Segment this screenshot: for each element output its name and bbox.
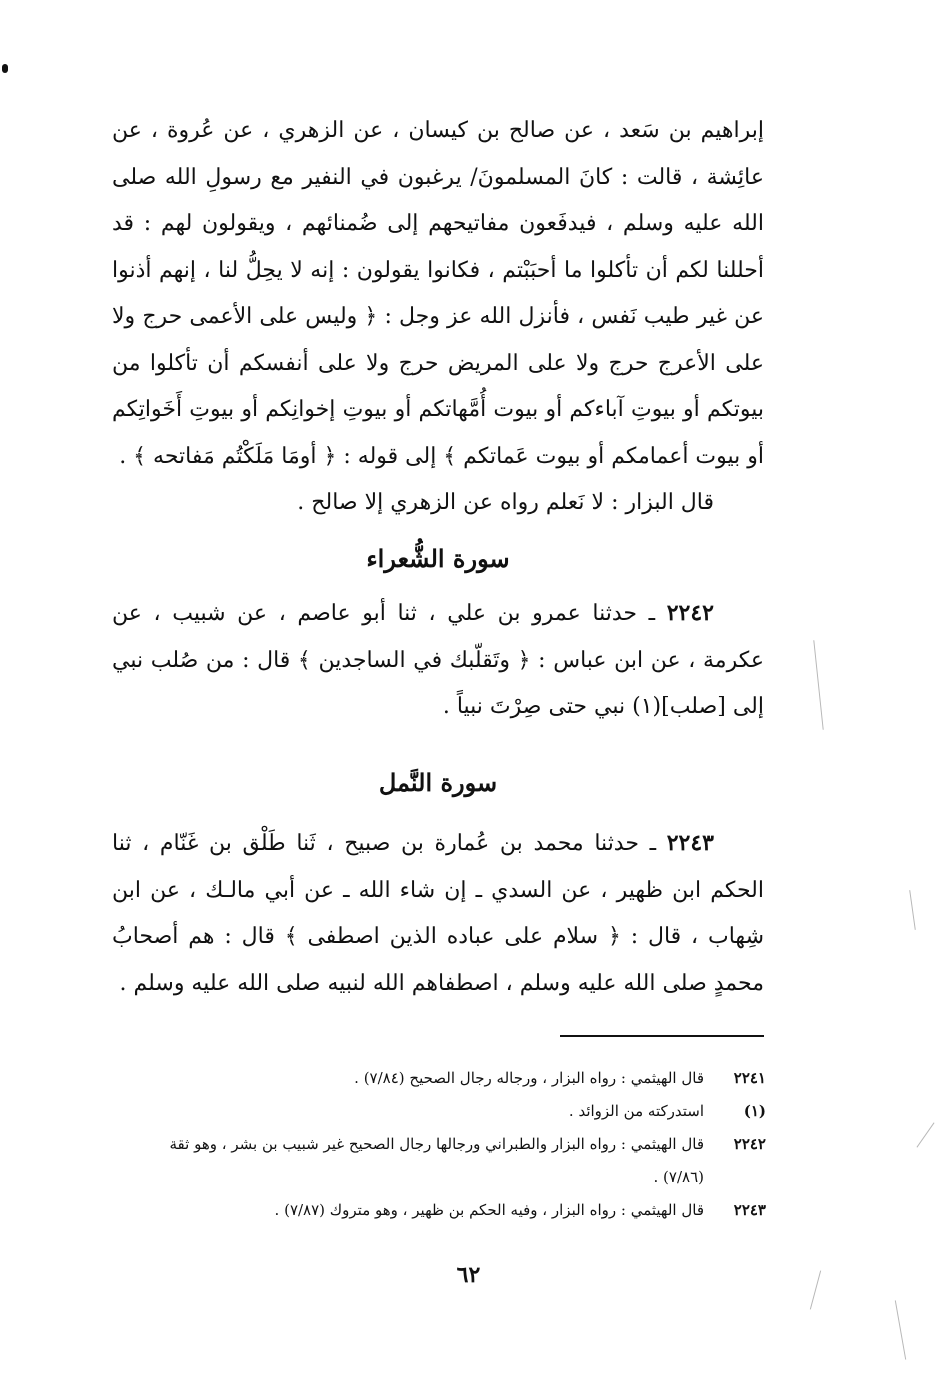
scan-dot	[2, 64, 8, 73]
scan-artifact-line	[895, 1300, 906, 1359]
scan-artifact-line	[813, 640, 823, 730]
surah-heading-shuara: سورة الشُّعراء	[366, 544, 510, 573]
bazzar-note: قال البزار : لا نَعلم رواه عن الزهري إلا صالح .	[297, 490, 714, 515]
footnote-text: استدركته من الزوائد .	[568, 1102, 704, 1120]
footnote-item	[140, 1095, 766, 1128]
footnote-text: قال الهيثمي : رواه البزار ، ورجاله رجال الصحيح (٧/٨٤) .	[354, 1069, 704, 1087]
footnotes	[140, 1062, 766, 1227]
footnote-text: قال الهيثمي : رواه البزار ، وفيه الحكم بن ظهير ، وهو متروك (٧/٨٧) .	[274, 1201, 704, 1219]
footnote-item	[140, 1128, 766, 1194]
hadith-2242	[112, 590, 764, 731]
hadith-number: ٢٢٤٢	[666, 600, 714, 626]
scan-artifact-line	[909, 890, 916, 930]
footnote-number: (١)	[743, 1102, 766, 1120]
hadith-2242-paragraph	[112, 590, 764, 731]
footnote-number: ٢٢٤١	[733, 1069, 766, 1087]
hadith-text: ـ حدثنا محمد بن عُمارة بن صبيح ، ثَنا طَلْق بن غَنّام ، ثنا الحكم ابن ظهير ، عن السدي ـ إن شاء الله ـ عن أبي مالـك ، عن ابن شِهاب ، قال : ﴿ سلام على عباده الذين اصطفى ﴾ قال : هم أصحابُ محمدٍ صلى الله عليه وسلم ، اصطفاهم الله لنبيه صلى الله عليه وسلم .	[112, 831, 764, 996]
hadith-number: ٢٢٤٣	[666, 830, 714, 856]
surah-heading-naml: سورة النَّمل	[378, 768, 498, 797]
page-number: ٦٢	[456, 1262, 481, 1288]
footnote-separator	[560, 1035, 764, 1037]
footnote-number: ٢٢٤٣	[733, 1201, 766, 1219]
hadith-2243-paragraph	[112, 820, 764, 1007]
footnote-item	[140, 1194, 766, 1227]
footnote-item	[140, 1062, 766, 1095]
footnote-number: ٢٢٤٢	[733, 1135, 766, 1153]
main-text-top	[112, 108, 764, 527]
hadith-text: ـ حدثنا عمرو بن علي ، ثنا أبو عاصم ، عن شبيب ، عن عكرمة ، عن ابن عباس : ﴿ وتَقلّبك في الساجدين ﴾ قال : من صُلب نبي إلى [صلب](١) نبي حتى صِرْتَ نبياً .	[112, 601, 764, 719]
intro-paragraph: إبراهيم بن سَعد ، عن صالح بن كيسان ، عن الزهري ، عن عُروة ، عن عائِشة ، قالت : كانَ المسلمونَ/ يرغبون في النفير مع رسولِ الله صلى الله عليه وسلم ، فيدفَعون مفاتيحهم إلى ضُمنائهم ، ويقولون لهم : قد أحللنا لكم أن تأكلوا ما أحبَبْتم ، فكانوا يقولون : إنه لا يحِلُّ لنا ، إنهم أذنوا عن غير طيب نَفس ، فأنزل الله عز وجل : ﴿ وليس على الأعمى حرج ولا على الأعرج حرج ولا على المريض حرج ولا على أنفسكم أن تأكلوا من بيوتكم أو بيوتِ آباءكم أو بيوت أُمَّهاتكم أو بيوتِ إخوانِكم أو بيوتِ أَخَواتِكم أو بيوت أعمامكم أو بيوت عَماتكم ﴾ إلى قوله : ﴿ أومَا مَلَكْتُم مَفاتحه ﴾ .	[112, 118, 764, 469]
footnote-text: قال الهيثمي : رواه البزار والطبراني ورجالها رجال الصحيح غير شبيب بن بشر ، وهو ثقة (٧/٨٦) .	[169, 1135, 704, 1186]
scan-artifact-line	[916, 1122, 934, 1147]
hadith-2243	[112, 820, 764, 1007]
